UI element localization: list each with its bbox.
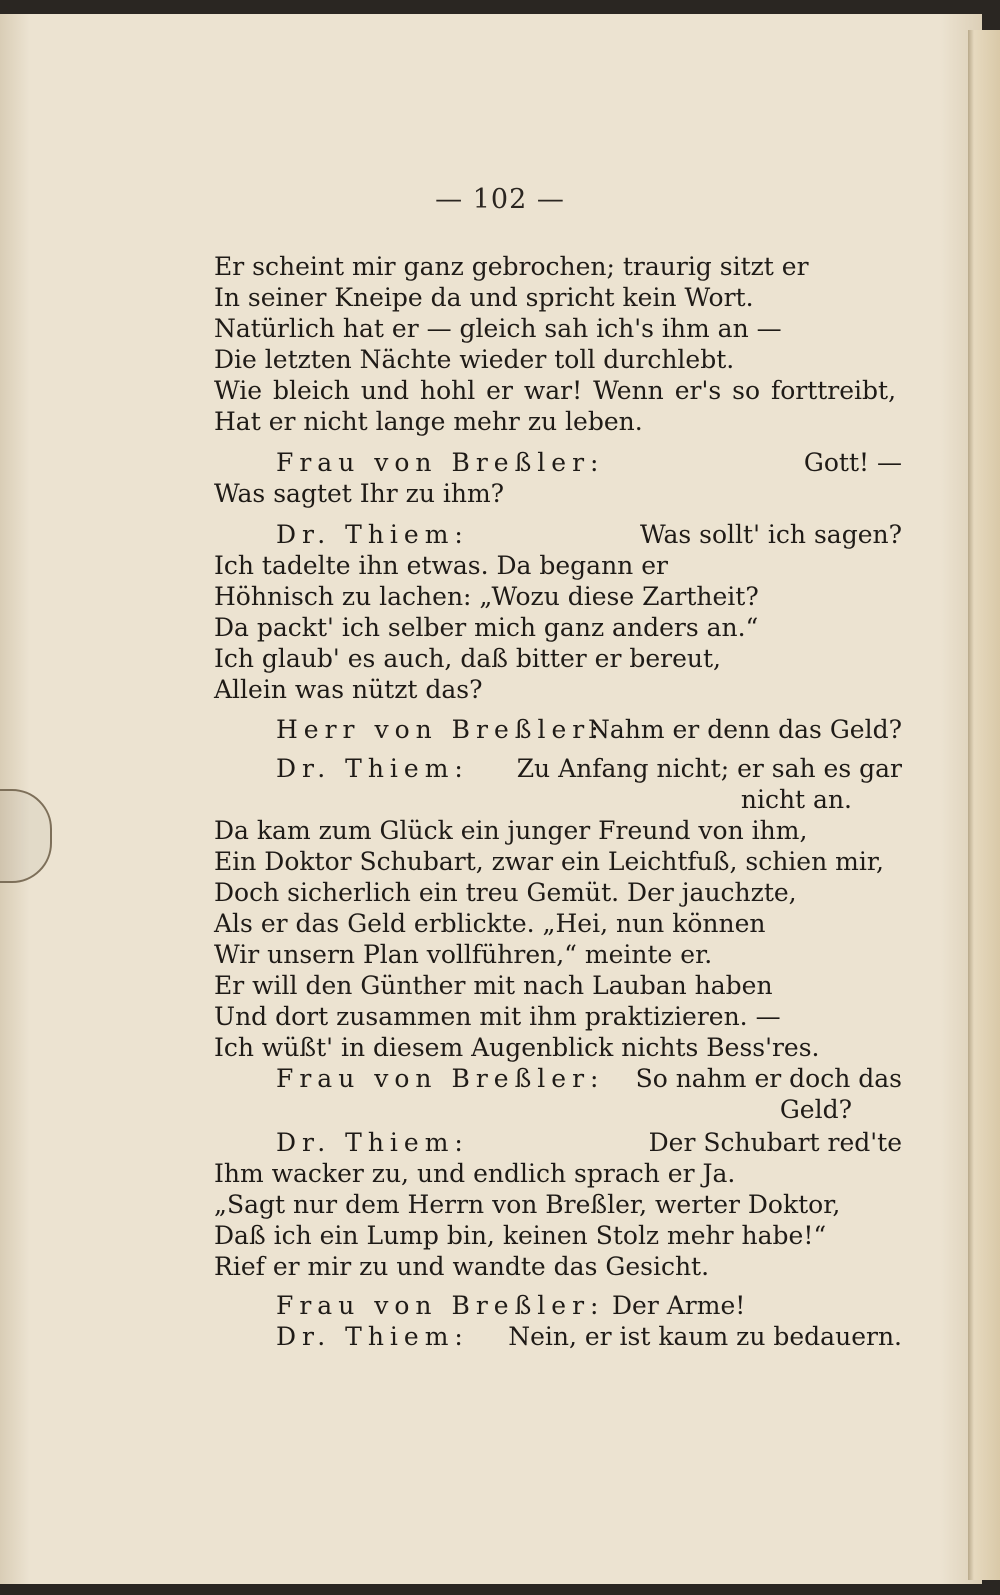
verse-line: Er will den Günther mit nach Lauban haben: [214, 971, 773, 1000]
speaker-label: Dr. Thiem:: [276, 1322, 469, 1351]
speaker-label: Frau von Breßler:: [276, 1291, 605, 1320]
verse-line: Ihm wacker zu, und endlich sprach er Ja.: [214, 1159, 736, 1188]
verse-line: Natürlich hat er — gleich sah ich's ihm an —: [214, 314, 782, 343]
speaker-label: Herr von Breßler:: [276, 715, 605, 744]
verse-line: Der Arme!: [612, 1291, 746, 1320]
verse-line: Doch sicherlich ein treu Gemüt. Der jauchzte,: [214, 878, 797, 907]
verse-line: Und dort zusammen mit ihm praktizieren. —: [214, 1002, 781, 1031]
verse-line: Nein, er ist kaum zu bedauern.: [508, 1322, 902, 1351]
verse-line: Gott! —: [803, 448, 902, 477]
speaker-label: Frau von Breßler:: [276, 448, 605, 477]
verse-line: Wir unsern Plan vollführen,“ meinte er.: [214, 940, 713, 969]
verse-line: Rief er mir zu und wandte das Gesicht.: [214, 1252, 710, 1281]
verse-line: Ein Doktor Schubart, zwar ein Leichtfuß, schien mir,: [214, 847, 884, 876]
verse-line: Zu Anfang nicht; er sah es gar: [516, 754, 902, 783]
verse-line: Allein was nützt das?: [214, 675, 483, 704]
verse-line: Daß ich ein Lump bin, keinen Stolz mehr habe!“: [214, 1221, 827, 1250]
speaker-label: Dr. Thiem:: [276, 754, 469, 783]
verse-line: Hat er nicht lange mehr zu leben.: [214, 407, 643, 436]
verse-line: Ich wüßt' in diesem Augenblick nichts Bess'res.: [214, 1033, 820, 1062]
speaker-label: Dr. Thiem:: [276, 520, 469, 549]
verse-line: In seiner Kneipe da und spricht kein Wort.: [214, 283, 754, 312]
verse-line: Da kam zum Glück ein junger Freund von ihm,: [214, 816, 808, 845]
speaker-label: Dr. Thiem:: [276, 1128, 469, 1157]
verse-line: Höhnisch zu lachen: „Wozu diese Zartheit?: [214, 582, 759, 611]
verse-line: Er scheint mir ganz gebrochen; traurig sitzt er: [214, 252, 809, 281]
verse-line: Als er das Geld erblickte. „Hei, nun können: [214, 909, 766, 938]
verse-line: Wie bleich und hohl er war! Wenn er's so forttreibt,: [214, 376, 897, 405]
book-clasp: [0, 789, 52, 883]
verse-line: Geld?: [779, 1095, 852, 1124]
adjacent-page-edge: [968, 30, 1000, 1580]
book-page: [0, 14, 982, 1584]
verse-line: Nahm er denn das Geld?: [587, 715, 902, 744]
verse-line: So nahm er doch das: [635, 1064, 902, 1093]
verse-line: Ich tadelte ihn etwas. Da begann er: [214, 551, 668, 580]
verse-line: Die letzten Nächte wieder toll durchlebt.: [214, 345, 735, 374]
verse-line: „Sagt nur dem Herrn von Breßler, werter Doktor,: [214, 1190, 841, 1219]
speaker-label: Frau von Breßler:: [276, 1064, 605, 1093]
verse-line: Der Schubart red'te: [648, 1128, 902, 1157]
verse-line: Ich glaub' es auch, daß bitter er bereut,: [214, 644, 721, 673]
verse-line: Was sagtet Ihr zu ihm?: [214, 479, 505, 508]
page-number: — 102 —: [435, 184, 565, 215]
verse-line: Was sollt' ich sagen?: [639, 520, 902, 549]
verse-line: nicht an.: [740, 785, 852, 814]
verse-line: Da packt' ich selber mich ganz anders an.“: [214, 613, 759, 642]
